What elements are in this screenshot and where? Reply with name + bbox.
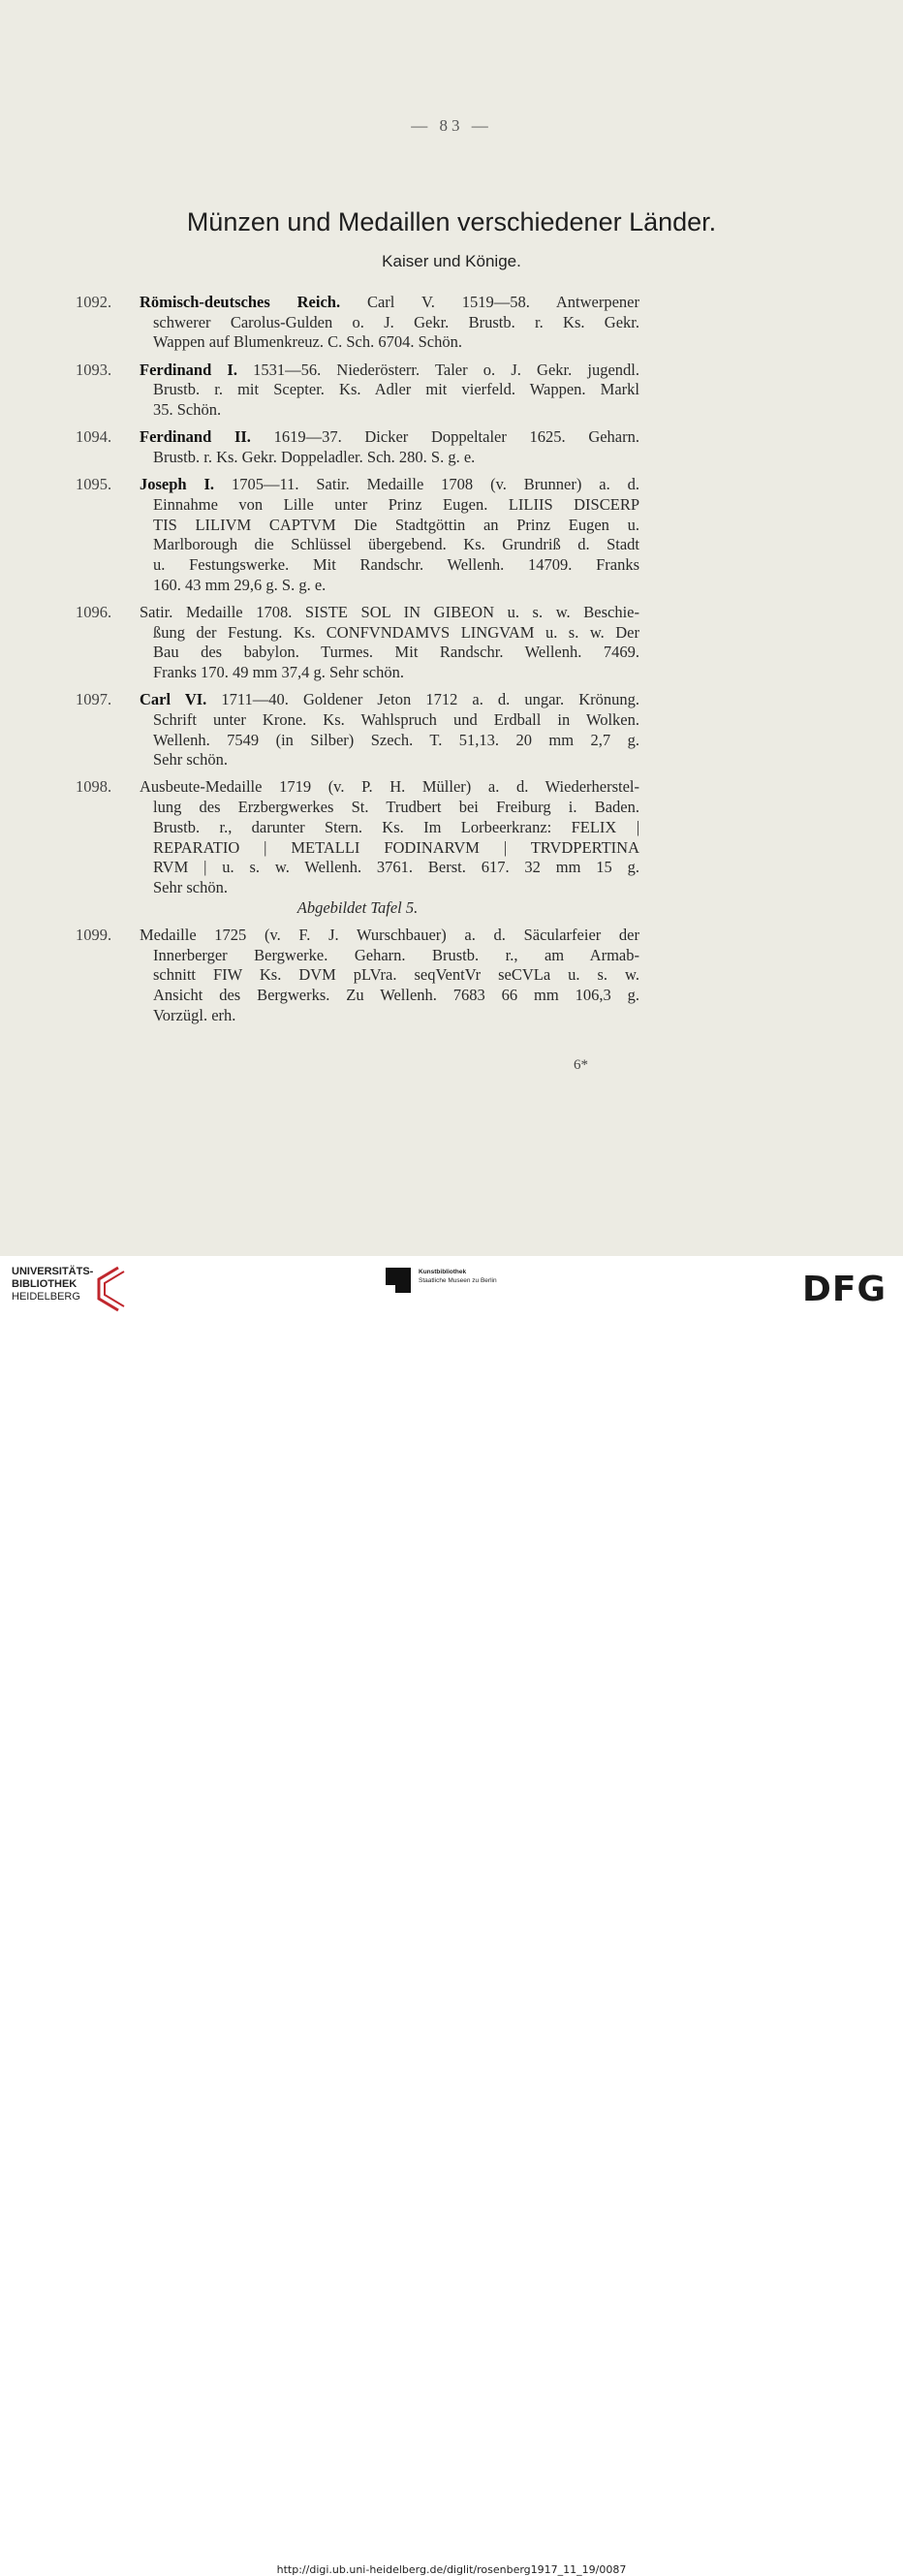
entry-line: [140, 926, 639, 946]
entry-text: ßung der Festung. Ks. CONFVNDAMVS LINGVAM u. s. w. Der: [153, 622, 639, 642]
entry-line: [140, 986, 639, 1006]
entry-line: [140, 663, 639, 683]
entry-number: 1096.: [76, 602, 112, 621]
entry-line: [140, 731, 639, 751]
entry-number: 1093.: [76, 360, 112, 379]
entry-line: [140, 690, 639, 710]
entry-line: [140, 710, 639, 731]
catalogue-entry: [76, 777, 639, 918]
entry-text: u. Festungswerke. Mit Randschr. Wellenh. 14709. Franks: [153, 554, 639, 574]
entry-line: [140, 400, 639, 421]
entry-text: lung des Erzbergwerkes St. Trudbert bei Freiburg i. Baden.: [153, 798, 639, 817]
entry-line: [140, 858, 639, 878]
entry-line: [140, 448, 639, 468]
ub-logo-line1: UNIVERSITÄTS-: [12, 1266, 94, 1277]
entry-line: [140, 313, 639, 333]
entry-line: [140, 495, 639, 516]
signature-mark: 6*: [574, 1057, 588, 1073]
entry-text: RVM | u. s. w. Wellenh. 3761. Berst. 617. 32 mm 15 g.: [153, 858, 639, 877]
catalogue-entries: [76, 293, 639, 1033]
entry-text: Carl V. 1519—58. Antwerpener: [340, 293, 639, 311]
entry-text: Ansicht des Bergwerks. Zu Wellenh. 7683 66 mm 106,3 g.: [153, 986, 639, 1004]
entry-heading: Römisch-deutsches Reich.: [140, 293, 341, 311]
entry-line: [140, 332, 639, 353]
entry-text: schnitt FIW Ks. DVM pLVra. seqVentVr seCVLa u. s. w.: [153, 965, 639, 985]
entry-text: Brustb. r., darunter Stern. Ks. Im Lorbeerkranz: FELIX |: [153, 817, 639, 836]
entry-text: 1705—11. Satir. Medaille 1708 (v. Brunner) a. d.: [214, 475, 639, 494]
entry-line: [140, 427, 639, 448]
entry-line: [140, 380, 639, 400]
ub-logo-line2: BIBLIOTHEK: [12, 1278, 78, 1290]
entry-text: Medaille 1725 (v. F. J. Wurschbauer) a. d. Säcularfeier der: [140, 925, 639, 944]
catalogue-entry: [76, 926, 639, 1026]
entry-text: 1531—56. Niederösterr. Taler o. J. Gekr. jugendl.: [236, 360, 639, 379]
ub-logo-line3: HEIDELBERG: [12, 1291, 80, 1303]
entry-text: Bau des babylon. Turmes. Mit Randschr. Wellenh. 7469.: [153, 643, 639, 662]
entry-line: [140, 516, 639, 536]
catalogue-entry: [76, 690, 639, 770]
entry-text: 1619—37. Dicker Doppeltaler 1625. Geharn.: [250, 427, 639, 447]
entry-line: [140, 576, 639, 596]
entry-heading: Carl VI.: [140, 690, 207, 709]
entry-line: [140, 643, 639, 663]
ub-heidelberg-logo[interactable]: [12, 1266, 138, 1312]
entry-number: 1097.: [76, 690, 112, 709]
plate-reference: Abgebildet Tafel 5.: [296, 897, 419, 917]
page-number: — 83 —: [411, 116, 492, 135]
entry-number: 1092.: [76, 293, 112, 311]
catalogue-entry: [76, 293, 639, 353]
footer-bar: [0, 1256, 903, 2576]
entry-text: 35. Schön.: [153, 400, 222, 420]
permalink-url[interactable]: http://digi.ub.uni-heidelberg.de/diglit/rosenberg1917_11_19/0087: [276, 2563, 627, 2576]
entry-text: Ausbeute-Medaille 1719 (v. P. H. Müller) a. d. Wiederherstel-: [140, 777, 639, 797]
entry-text: Einnahme von Lille unter Prinz Eugen. LILIIS DISCERP: [153, 494, 639, 514]
entry-text: Franks 170. 49 mm 37,4 g. Sehr schön.: [153, 662, 404, 681]
entry-line: [140, 293, 639, 313]
entry-text: Innerberger Bergwerke. Geharn. Brustb. r., am Armab-: [153, 945, 639, 964]
entry-text: Sehr schön.: [153, 750, 228, 770]
entry-text: TIS LILIVM CAPTVM Die Stadtgöttin an Prinz Eugen u.: [153, 515, 639, 534]
entry-number: 1095.: [76, 475, 112, 494]
entry-line: [140, 946, 639, 966]
entry-text: Marlborough die Schlüssel übergebend. Ks. Grundriß d. Stadt: [153, 535, 639, 554]
scanned-page: [0, 0, 903, 1256]
entry-line: [140, 878, 639, 898]
entry-text: 1711—40. Goldener Jeton 1712 a. d. ungar. Krönung.: [206, 690, 639, 709]
dfg-logo[interactable]: DFG: [802, 1270, 887, 1309]
entry-line: [140, 555, 639, 576]
entry-text: 160. 43 mm 29,6 g. S. g. e.: [153, 575, 327, 594]
entry-number: 1094.: [76, 427, 112, 447]
page-title: Münzen und Medaillen verschiedener Länder.: [186, 207, 717, 236]
entry-text: REPARATIO | METALLI FODINARVM | TRVDPERTINA: [153, 837, 639, 857]
entry-line: [140, 535, 639, 555]
entry-heading: Ferdinand I.: [140, 360, 237, 379]
entry-line: [140, 750, 639, 770]
entry-text: Vorzügl. erh.: [153, 1005, 236, 1024]
entry-line: [140, 818, 639, 838]
catalogue-entry: [76, 603, 639, 683]
kunstbibliothek-sub: Staatliche Museen zu Berlin: [419, 1277, 497, 1284]
entry-line: [140, 475, 639, 495]
kunstbibliothek-mark-icon: [386, 1268, 411, 1293]
entry-text: Wellenh. 7549 (in Silber) Szech. T. 51,13. 20 mm 2,7 g.: [153, 730, 639, 749]
entry-number: 1098.: [76, 777, 112, 797]
entry-line: [140, 798, 639, 818]
entry-text: Satir. Medaille 1708. SISTE SOL IN GIBEON u. s. w. Beschie-: [140, 602, 639, 621]
catalogue-entry: [76, 427, 639, 467]
kunstbibliothek-name: Kunstbibliothek: [419, 1269, 467, 1275]
entry-text: Sehr schön.: [153, 877, 228, 896]
entry-line: [140, 1006, 639, 1026]
entry-line: [140, 965, 639, 986]
entry-text: Brustb. r. mit Scepter. Ks. Adler mit vierfeld. Wappen. Markl: [153, 380, 639, 399]
entry-heading: Ferdinand II.: [140, 427, 251, 447]
entry-heading: Joseph I.: [140, 475, 215, 494]
entry-text: Schrift unter Krone. Ks. Wahlspruch und Erdball in Wolken.: [153, 709, 639, 729]
catalogue-entry: [76, 361, 639, 421]
entry-line: [140, 603, 639, 623]
catalogue-entry: [76, 475, 639, 595]
section-subtitle: Kaiser und Könige.: [382, 252, 521, 270]
entry-number: 1099.: [76, 925, 112, 944]
entry-text: Brustb. r. Ks. Gekr. Doppeladler. Sch. 280. S. g. e.: [153, 447, 476, 466]
entry-line: [140, 623, 639, 644]
ub-bracket-icon: [87, 1266, 126, 1312]
entry-line: [140, 361, 639, 381]
entry-text: schwerer Carolus-Gulden o. J. Gekr. Brustb. r. Ks. Gekr.: [153, 312, 639, 331]
entry-line: [140, 838, 639, 859]
entry-text: Wappen auf Blumenkreuz. C. Sch. 6704. Schön.: [153, 332, 462, 352]
entry-line: [140, 777, 639, 798]
